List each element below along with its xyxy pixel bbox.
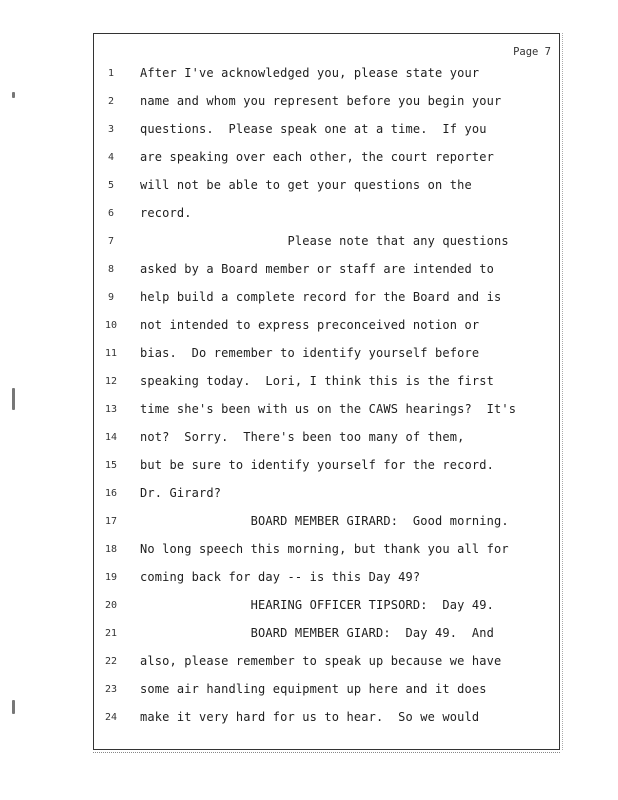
transcript-line <box>94 340 559 368</box>
line-text: make it very hard for us to hear. So we would <box>140 710 480 724</box>
line-text: questions. Please speak one at a time. If you <box>140 122 487 136</box>
line-number: 11 <box>104 348 118 359</box>
line-number: 1 <box>107 68 115 79</box>
line-text: BOARD MEMBER GIARD: Day 49. And <box>140 626 494 640</box>
transcript-line <box>94 200 559 228</box>
line-text: time she's been with us on the CAWS hearings? It's <box>140 402 517 416</box>
transcript-line <box>94 536 559 564</box>
line-number: 21 <box>104 628 118 639</box>
line-text: speaking today. Lori, I think this is the first <box>140 374 494 388</box>
line-text: not? Sorry. There's been too many of them, <box>140 430 465 444</box>
page-number-label: Page 7 <box>513 46 551 58</box>
line-text: are speaking over each other, the court reporter <box>140 150 494 164</box>
line-text: help build a complete record for the Board and is <box>140 290 502 304</box>
transcript-line <box>94 144 559 172</box>
line-number: 15 <box>104 460 118 471</box>
transcript-line <box>94 592 559 620</box>
line-text: name and whom you represent before you begin your <box>140 94 502 108</box>
margin-mark-middle <box>12 388 15 410</box>
transcript-line <box>94 284 559 312</box>
transcript-line <box>94 508 559 536</box>
transcript-line <box>94 256 559 284</box>
transcript-line <box>94 368 559 396</box>
line-text: asked by a Board member or staff are intended to <box>140 262 494 276</box>
transcript-line <box>94 228 559 256</box>
line-number: 2 <box>107 96 115 107</box>
transcript-line <box>94 704 559 732</box>
line-text: coming back for day -- is this Day 49? <box>140 570 421 584</box>
transcript-line <box>94 172 559 200</box>
line-number: 13 <box>104 404 118 415</box>
line-text: After I've acknowledged you, please state your <box>140 66 480 80</box>
line-number: 4 <box>107 152 115 163</box>
line-number: 14 <box>104 432 118 443</box>
line-number: 20 <box>104 600 118 611</box>
transcript-line <box>94 452 559 480</box>
transcript-line <box>94 396 559 424</box>
transcript-line <box>94 480 559 508</box>
line-text: some air handling equipment up here and it does <box>140 682 487 696</box>
line-text: but be sure to identify yourself for the record. <box>140 458 494 472</box>
line-text: No long speech this morning, but thank you all for <box>140 542 509 556</box>
line-number: 3 <box>107 124 115 135</box>
line-text: Please note that any questions <box>140 234 509 248</box>
line-number: 23 <box>104 684 118 695</box>
line-number: 17 <box>104 516 118 527</box>
line-text: BOARD MEMBER GIRARD: Good morning. <box>140 514 509 528</box>
transcript-line <box>94 424 559 452</box>
line-text: HEARING OFFICER TIPSORD: Day 49. <box>140 598 494 612</box>
line-number: 16 <box>104 488 118 499</box>
line-number: 24 <box>104 712 118 723</box>
transcript-line <box>94 620 559 648</box>
line-text: bias. Do remember to identify yourself before <box>140 346 480 360</box>
transcript-line <box>94 88 559 116</box>
line-number: 18 <box>104 544 118 555</box>
line-number: 12 <box>104 376 118 387</box>
margin-mark-bottom <box>12 700 15 714</box>
line-number: 5 <box>107 180 115 191</box>
transcript-line <box>94 116 559 144</box>
transcript-line <box>94 60 559 88</box>
line-number: 8 <box>107 264 115 275</box>
transcript-line <box>94 312 559 340</box>
right-rule <box>562 33 563 750</box>
line-number: 9 <box>107 292 115 303</box>
transcript-line <box>94 676 559 704</box>
line-text: not intended to express preconceived notion or <box>140 318 480 332</box>
line-number: 19 <box>104 572 118 583</box>
line-number: 6 <box>107 208 115 219</box>
line-number: 22 <box>104 656 118 667</box>
line-number: 10 <box>104 320 118 331</box>
line-text: will not be able to get your questions on the <box>140 178 472 192</box>
line-text: also, please remember to speak up because we have <box>140 654 502 668</box>
transcript-line <box>94 564 559 592</box>
transcript-line <box>94 648 559 676</box>
line-text: record. <box>140 206 192 220</box>
margin-mark-top <box>12 92 15 98</box>
line-number: 7 <box>107 236 115 247</box>
transcript-lines <box>94 60 559 732</box>
line-text: Dr. Girard? <box>140 486 222 500</box>
transcript-page <box>93 33 560 750</box>
bottom-rule <box>93 752 560 753</box>
